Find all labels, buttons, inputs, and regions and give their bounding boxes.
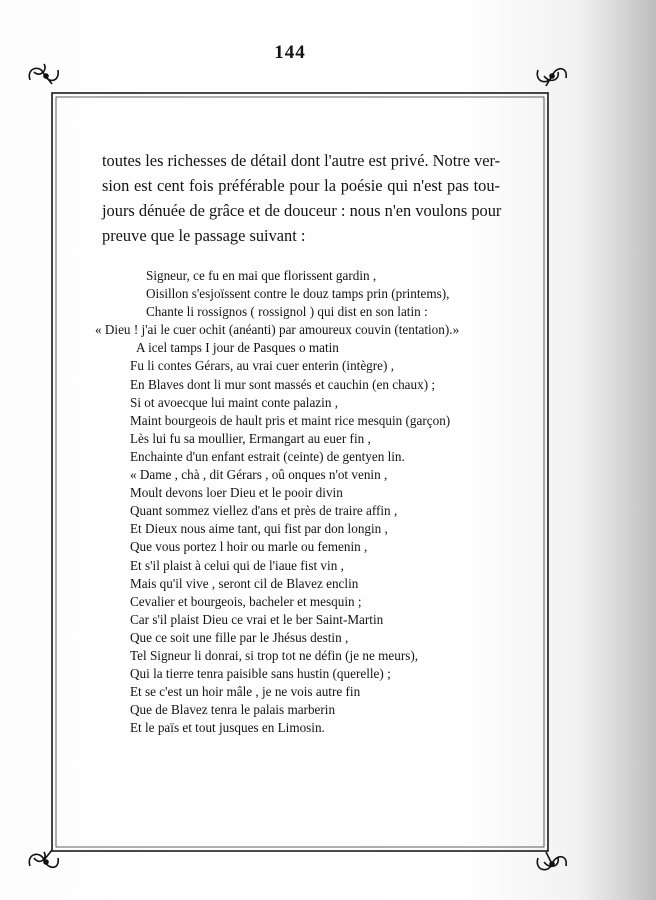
poem-line: Oisillon s'esjoïssent contre le douz tamps prin (printems), [146,286,450,302]
poem-line: Signeur, ce fu en mai que florissent gardin , [146,268,377,283]
prose-line: preuve que le passage suivant : [102,226,306,245]
poem-line: Mais qu'il vive , seront cil de Blavez enclin [130,575,359,591]
prose-line: toutes les richesses de détail dont l'autre est privé. Notre ver- [102,151,501,170]
poem-line: « Dieu ! j'ai le cuer ochit (anéanti) par amoureux couvin (tentation).» [95,322,460,338]
corner-ornament-bottom-right [537,852,566,870]
page-number: 144 [274,42,306,63]
poem-line: En Blaves dont li mur sont massés et cauchin (en chaux) ; [130,376,436,392]
poem-line: Car s'il plaist Dieu ce vrai et le ber Saint-Martin [130,611,384,627]
poem-line: Et se c'est un hoir mâle , je ne vois autre fin [130,684,361,700]
poem-line: Quant sommez viellez d'ans et près de traire affin , [130,503,398,519]
corner-ornament-top-right [537,69,566,86]
poem-line: Si ot avoecque lui maint conte palazin , [130,394,339,410]
poem-line: Et le païs et tout jusques en Limosin. [130,720,325,736]
poem-line: Et s'il plaist à celui qui de l'iaue fist vin , [130,557,344,573]
corner-ornament-top-left [29,64,58,84]
prose-line: jours dénuée de grâce et de douceur : nous n'en voulons pour [102,201,502,220]
poem-line: Maint bourgeois de hault pris et maint rice mesquin (garçon) [130,412,451,428]
poem-line: Tel Signeur li donrai, si trop tot ne défin (je ne meurs), [130,647,419,663]
poem-line: Que vous portez l hoir ou marle ou femenin , [130,539,368,555]
poem-line: Que ce soit une fille par le Jhésus destin , [130,629,349,645]
poem-line: A icel tamps I jour de Pasques o matin [136,340,339,356]
poem-line: Chante li rossignos ( rossignol ) qui dist en son latin : [146,304,428,320]
poem-line: Et Dieux nous aime tant, qui fist par don longin , [130,521,388,537]
prose-line: sion est cent fois préférable pour la poésie qui n'est pas tou- [102,176,500,195]
poem-line: « Dame , chà , dit Gérars , oû onques n'ot venin , [130,467,388,483]
poem-line: Cevalier et bourgeois, bacheler et mesquin ; [130,593,362,609]
poem-line: Fu li contes Gérars, au vrai cuer enterin (intègre) , [130,358,395,374]
poem-line: Enchainte d'un enfant estrait (ceinte) de gentyen lin. [130,448,405,464]
poem-line: Lès lui fu sa moullier, Ermangart au euer fin , [130,430,371,446]
poem-line: Qui la tierre tenra paisible sans hustin (querelle) ; [130,666,391,682]
poem-line: Moult devons loer Dieu et le pooir divin [130,485,343,501]
poem-line: Que de Blavez tenra le palais marberin [130,702,336,718]
poem-verses [95,267,515,737]
corner-ornament-bottom-left [29,850,58,867]
prose-paragraph [102,148,500,248]
